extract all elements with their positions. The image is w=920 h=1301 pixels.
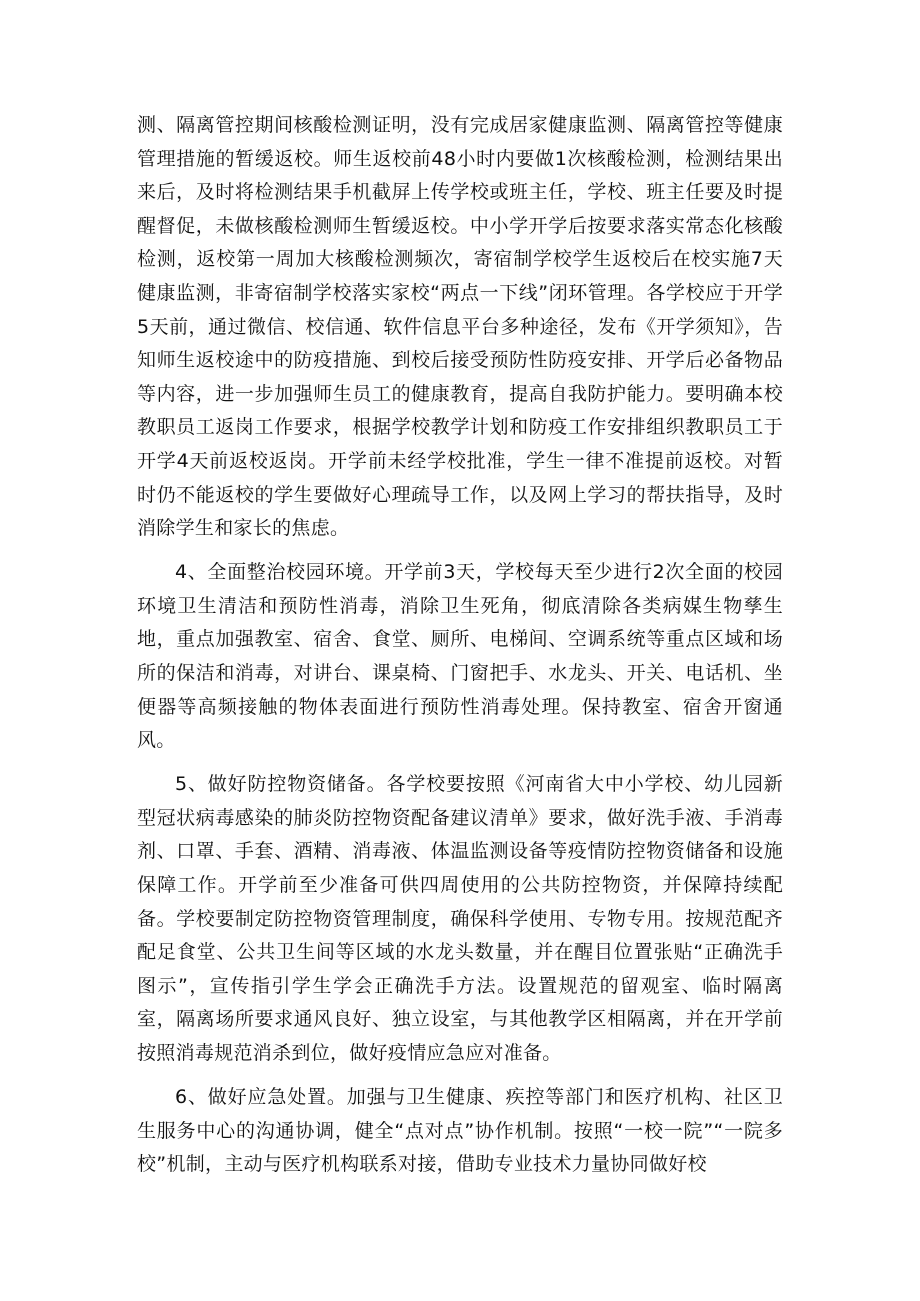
paragraph-continuation: 测、隔离管控期间核酸检测证明，没有完成居家健康监测、隔离管控等健康管理措施的暂缓返校。师生返校前48小时内要做1次核酸检测，检测结果出来后，及时将检测结果手机截屏上传学校或班主任，学校、班主任要及时提醒督促，未做核酸检测师生暂缓返校。中小学开学后按要求落实常态化核酸检测，返校第一周加大核酸检测频次，寄宿制学校学生返校后在校实施7天健康监测，非寄宿制学校落实家校“两点一下线”闭环管理。各学校应于开学5天前，通过微信、校信通、软件信息平台多种途径，发布《开学须知》，告知师生返校途中的防疫措施、到校后接受预防性防疫安排、开学后必备物品等内容，进一步加强师生员工的健康教育，提高自我防护能力。要明确本校教职员工返岗工作要求，根据学校教学计划和防疫工作安排组织教职员工于开学4天前返校返岗。开学前未经学校批准，学生一律不准提前返校。对暂时仍不能返校的学生要做好心理疏导工作，以及网上学习的帮扶指导，及时消除学生和家长的焦虑。: [137, 114, 783, 540]
paragraph-item-5: 5、做好防控物资储备。各学校要按照《河南省大中小学校、幼儿园新型冠状病毒感染的肺炎防控物资配备建议清单》要求，做好洗手液、手消毒剂、口罩、手套、酒精、消毒液、体温监测设备等疫情防控物资储备和设施保障工作。开学前至少准备可供四周使用的公共防控物资，并保障持续配备。学校要制定防控物资管理制度，确保科学使用、专物专用。按规范配齐配足食堂、公共卫生间等区域的水龙头数量，并在醒目位置张贴“正确洗手图示”，宣传指引学生学会正确洗手方法。设置规范的留观室、临时隔离室，隔离场所要求通风良好、独立设室，与其他教学区相隔离，并在开学前按照消毒规范消杀到位，做好疫情应急应对准备。: [137, 773, 783, 1065]
paragraph-item-6: 6、做好应急处置。加强与卫生健康、疾控等部门和医疗机构、社区卫生服务中心的沟通协调，健全“点对点”协作机制。按照“一校一院”“一院多校”机制，主动与医疗机构联系对接，借助专业技术力量协同做好校: [137, 1086, 783, 1176]
document-body: [137, 109, 783, 1182]
paragraph-item-4: 4、全面整治校园环境。开学前3天，学校每天至少进行2次全面的校园环境卫生清洁和预防性消毒，消除卫生死角，彻底清除各类病媒生物孳生地，重点加强教室、宿舍、食堂、厕所、电梯间、空调系统等重点区域和场所的保洁和消毒，对讲台、课桌椅、门窗把手、水龙头、开关、电话机、坐便器等高频接触的物体表面进行预防性消毒处理。保持教室、宿舍开窗通风。: [137, 561, 783, 752]
